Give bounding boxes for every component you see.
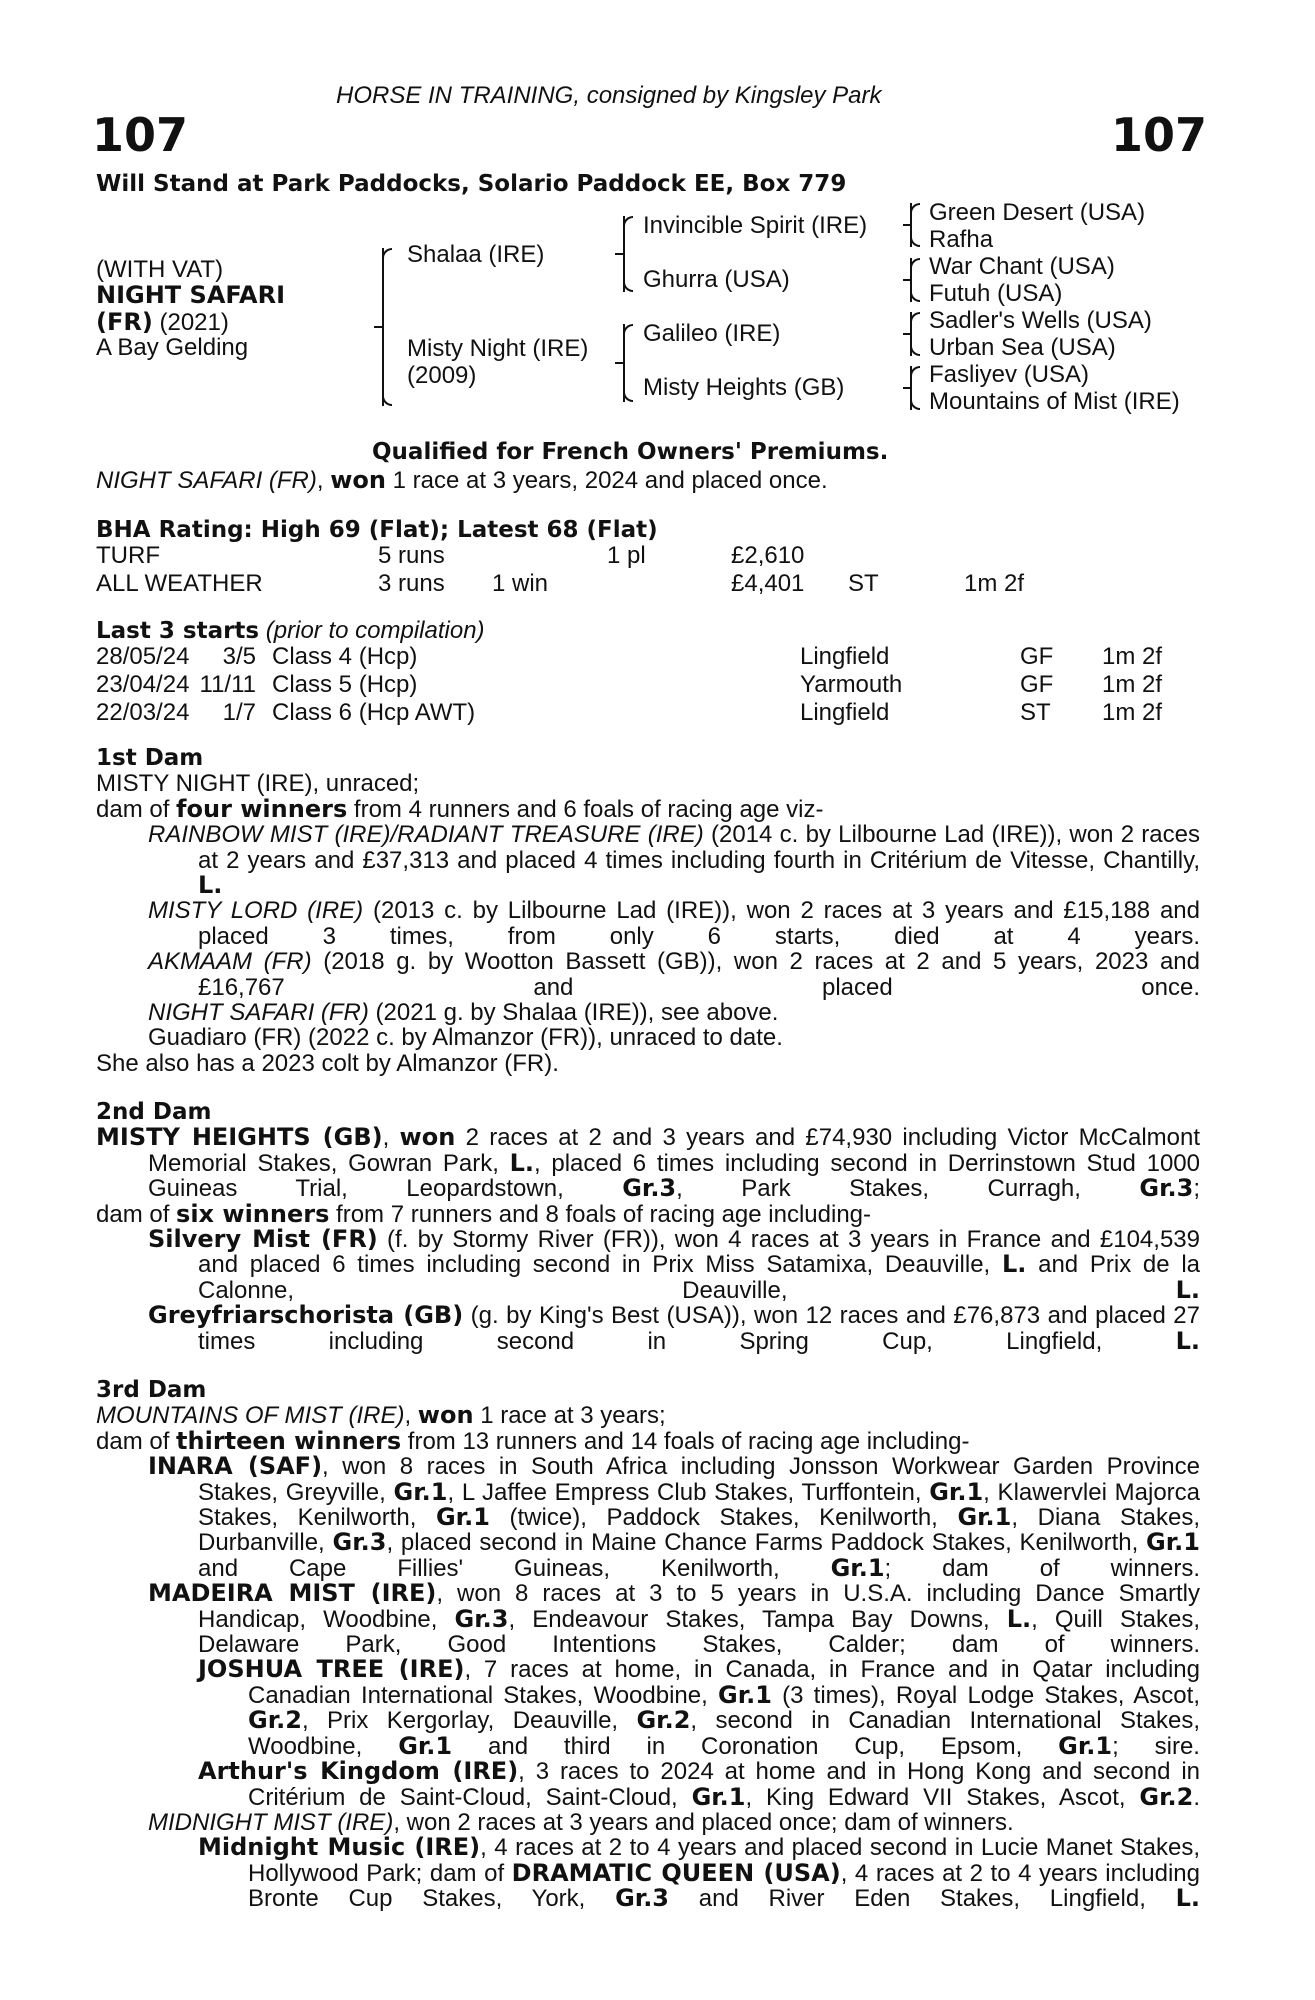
horse-year: (2021) <box>159 309 229 336</box>
text-run: 2 races at 2 and 3 years and £74,930 including Victor McCalmont Memorial Stakes, Gowran Park, <box>148 1124 1201 1177</box>
distance: 1m 2f <box>964 570 1025 597</box>
text-run: Silvery Mist (FR) <box>148 1225 378 1254</box>
text-run: Gr.1 <box>435 1503 490 1532</box>
bha-heading: BHA Rating: High 69 (Flat); Latest 68 (Flat) <box>96 517 658 543</box>
second-dam-heading: 2nd Dam <box>96 1099 212 1125</box>
surface: TURF <box>96 542 160 569</box>
date: 23/04/24 <box>96 671 190 698</box>
text-run: MADEIRA MIST (IRE) <box>148 1579 437 1608</box>
text-run: L. <box>1175 1326 1200 1355</box>
text-run: Gr.1 <box>830 1553 885 1582</box>
pedigree-brace-g1-point <box>903 224 911 226</box>
second-dam-progeny <box>148 1227 1200 1354</box>
text-run: from 13 runners and 14 foals of racing age including- <box>401 1427 970 1455</box>
text-run: , Endeavour Stakes, Tampa Bay Downs, <box>508 1605 1007 1633</box>
progeny-entry <box>148 1581 1200 1657</box>
pedigree-g2: Rafha <box>929 226 994 253</box>
distance: 1m 2f <box>1102 643 1163 670</box>
text-run: , Park Stakes, Curragh, <box>676 1175 1140 1203</box>
last-starts-table <box>96 643 1162 727</box>
position: 11/11 <box>199 671 256 698</box>
text-run: and Prix de la Calonne, Deauville, <box>198 1251 1201 1304</box>
text-run: , placed 6 times including second in Derrinstown Stud 1000 Guineas Trial, Leopardstown, <box>148 1149 1200 1203</box>
pedigree-dam: Misty Night (IRE) <box>407 335 589 362</box>
text-run: MISTY HEIGHTS (GB) <box>96 1123 383 1152</box>
date: 28/05/24 <box>96 643 190 670</box>
text-run: , Prix Kergorlay, Deauville, <box>301 1707 637 1735</box>
text-run: dam of <box>96 795 177 823</box>
text-run: Gr.2 <box>248 1706 302 1735</box>
summary-horse-name: NIGHT SAFARI (FR) <box>96 467 317 494</box>
text-run: L. <box>1001 1250 1027 1279</box>
progeny-entry <box>148 898 1200 949</box>
text-run: Gr.1 <box>1058 1731 1113 1760</box>
text-run: NIGHT SAFARI (FR) <box>148 999 369 1027</box>
pedigree-g3: War Chant (USA) <box>929 253 1115 280</box>
stabling-line: Will Stand at Park Paddocks, Solario Paddock EE, Box 779 <box>96 171 847 197</box>
text-run: Gr.1 <box>929 1477 984 1506</box>
text-run: , <box>404 1402 418 1430</box>
pedigree-brace-main-point <box>374 326 382 328</box>
grand-progeny <box>198 1657 1200 1809</box>
going: ST <box>1020 699 1051 726</box>
text-run: and River Eden Stakes, Lingfield, <box>669 1885 1176 1913</box>
course: Yarmouth <box>800 671 903 698</box>
pedigree-sire-dam: Ghurra (USA) <box>643 266 790 293</box>
third-dam-section <box>96 1378 1200 1912</box>
horse-name: NIGHT SAFARI <box>96 281 286 309</box>
text-run: Gr.1 <box>691 1782 746 1811</box>
pedigree-brace-sire-point <box>615 253 623 255</box>
race-class: Class 4 (Hcp) <box>272 643 418 670</box>
horse-country: (FR) <box>96 308 153 336</box>
text-run: Gr.1 <box>1146 1528 1200 1557</box>
text-run: RAINBOW MIST (IRE)/RADIANT TREASURE (IRE) <box>148 821 704 849</box>
pedigree-sire: Shalaa (IRE) <box>407 241 545 268</box>
text-run: dam of <box>96 1427 177 1455</box>
second-dam-produce-line <box>96 1199 1200 1228</box>
runs: 5 runs <box>378 542 445 569</box>
wins: 1 win <box>492 570 549 597</box>
text-run: MIDNIGHT MIST (IRE) <box>148 1808 394 1836</box>
second-dam-record <box>96 1125 1200 1201</box>
text-run: (twice), Paddock Stakes, Kenilworth, <box>489 1504 958 1532</box>
text-run: , L Jaffee Empress Club Stakes, Turffontein, <box>447 1478 930 1506</box>
pedigree-g7: Fasliyev (USA) <box>929 361 1090 388</box>
text-run: L. <box>1175 1884 1201 1913</box>
pedigree-brace-main <box>382 248 384 406</box>
vat-note: (WITH VAT) <box>96 256 224 283</box>
third-dam-produce-line <box>96 1426 1200 1455</box>
text-run: , 4 races at 2 to 4 years and placed second in Lucie Manet Stakes, Hollywood Park; dam of <box>248 1834 1201 1887</box>
consignment-line: HORSE IN TRAINING, consigned by Kingsley Park <box>336 82 882 109</box>
progeny-entry <box>148 949 1200 1000</box>
bha-table <box>96 542 1024 598</box>
text-run: four winners <box>176 794 348 823</box>
earnings: £4,401 <box>731 570 805 597</box>
horse-country-year <box>96 309 229 336</box>
course: Lingfield <box>800 699 890 726</box>
text-run: , 7 races at home, in Canada, in France and in Qatar including Canadian International Stakes, Woodbine, <box>248 1656 1200 1709</box>
progeny-entry <box>198 1835 1200 1911</box>
distance <box>964 542 1024 570</box>
text-run: Arthur's Kingdom (IRE) <box>198 1757 519 1786</box>
text-run: L. <box>509 1148 534 1177</box>
pedigree-brace-dam-point <box>615 362 623 364</box>
progeny-entry <box>148 1000 1200 1025</box>
horse-description: A Bay Gelding <box>96 334 249 361</box>
text-run: (3 times), Royal Lodge Stakes, Ascot, <box>771 1681 1200 1709</box>
pedigree-g4: Futuh (USA) <box>929 280 1063 307</box>
progeny-entry <box>148 1454 1200 1581</box>
text-run: Greyfriarschorista (GB) <box>148 1301 464 1330</box>
text-run: (2018 g. by Wootton Bassett (GB)), won 2 races at 2 and 5 years, 2023 and £16,767 and placed once. <box>198 948 1200 1001</box>
pedigree-brace-g4-point <box>903 387 911 389</box>
pedigree-g6: Urban Sea (USA) <box>929 334 1116 361</box>
text-run: , placed second in Maine Chance Farms Paddock Stakes, Kenilworth, <box>386 1529 1147 1557</box>
going: ST <box>848 570 879 597</box>
text-run: six winners <box>176 1199 330 1228</box>
text-run: Gr.1 <box>718 1680 772 1709</box>
last-starts-title: Last 3 starts <box>96 618 260 644</box>
last-starts-note: (prior to compilation) <box>265 617 485 644</box>
text-run: and Cape Fillies' Guineas, Kenilworth, <box>198 1554 831 1582</box>
distance: 1m 2f <box>1102 671 1163 698</box>
going <box>848 542 964 570</box>
text-run: , 4 races at 2 to 4 years including Bronte Cup Stakes, York, <box>248 1859 1201 1913</box>
summary-rest: 1 race at 3 years, 2024 and placed once. <box>392 467 828 494</box>
text-run: JOSHUA TREE (IRE) <box>198 1655 465 1684</box>
text-run: Gr.3 <box>454 1604 509 1633</box>
premiums-note: Qualified for French Owners' Premiums. <box>372 439 889 465</box>
text-run: DRAMATIC QUEEN (USA) <box>511 1858 841 1887</box>
placed <box>607 570 731 598</box>
first-dam-line: MISTY NIGHT (IRE), unraced; <box>96 770 420 798</box>
pedigree-dam-sire: Galileo (IRE) <box>643 320 781 347</box>
progeny-entry <box>148 1227 1200 1303</box>
race-class: Class 5 (Hcp) <box>272 671 418 698</box>
pedigree-brace-dam <box>623 324 625 402</box>
pedigree-dam-year: (2009) <box>407 362 477 389</box>
text-run: , Quill Stakes, Delaware Park, Good Intentions Stakes, Calder; dam of winners. <box>198 1605 1200 1659</box>
text-run: from 4 runners and 6 foals of racing age viz- <box>347 795 824 823</box>
pedigree-g5: Sadler's Wells (USA) <box>929 307 1152 334</box>
pedigree-brace-g2-point <box>903 279 911 281</box>
text-run: MISTY LORD (IRE) <box>148 897 364 925</box>
first-dam-note: She also has a 2023 colt by Almanzor (FR). <box>96 1049 559 1077</box>
text-run: MOUNTAINS OF MIST (IRE) <box>96 1402 405 1430</box>
text-run: Gr.1 <box>393 1477 448 1506</box>
text-run: (2014 c. by Lilbourne Lad (IRE)), won 2 races at 2 years and £37,313 and placed 4 times including fourth in Critérium de Vitesse, Chantilly, <box>198 821 1200 874</box>
text-run: thirteen winners <box>176 1426 402 1455</box>
first-dam-heading: 1st Dam <box>96 745 204 771</box>
text-run: Gr.3 <box>332 1528 387 1557</box>
progeny-entry <box>198 1759 1200 1810</box>
text-run: , won 8 races in South Africa including Jonsson Workwear Garden Province Stakes, Greyville, <box>198 1453 1200 1506</box>
distance: 1m 2f <box>1102 699 1163 726</box>
course: Lingfield <box>800 643 890 670</box>
wins <box>492 542 607 570</box>
text-run: INARA (SAF) <box>148 1452 323 1481</box>
text-run: ; sire. <box>1112 1732 1200 1760</box>
pedigree-dam-dam: Misty Heights (GB) <box>643 374 845 401</box>
progeny-entry <box>198 1657 1200 1759</box>
text-run: Gr.2 <box>636 1706 691 1735</box>
text-run: , King Edward VII Stakes, Ascot, <box>745 1783 1140 1811</box>
text-run: (g. by King's Best (USA)), won 12 races and £76,873 and placed 27 times including second in Spring Cup, Lingfield, <box>198 1302 1200 1355</box>
text-run: (f. by Stormy River (FR)), won 4 races at 3 years in France and £104,539 and placed 6 times including second in Prix Miss Satamixa, Deauville, <box>198 1226 1200 1279</box>
text-run: Gr.1 <box>398 1731 453 1760</box>
bha-row-all-weather <box>96 570 1024 598</box>
text-run: dam of <box>96 1200 177 1228</box>
position: 1/7 <box>222 699 256 726</box>
text-run: Gr.3 <box>622 1174 677 1203</box>
text-run: , won 8 races at 3 to 5 years in U.S.A. including Dance Smartly Handicap, Woodbine, <box>198 1580 1201 1633</box>
last-starts-heading <box>96 618 485 644</box>
start-row <box>96 643 1162 671</box>
progeny-entry <box>148 1303 1200 1354</box>
text-run: ; <box>1193 1175 1200 1203</box>
text-run: L. <box>1006 1604 1032 1633</box>
text-run: won <box>417 1401 474 1430</box>
earnings: £2,610 <box>731 542 805 569</box>
start-row <box>96 671 1162 699</box>
grand-progeny <box>198 1835 1200 1911</box>
surface: ALL WEATHER <box>96 570 263 597</box>
text-run: , <box>382 1124 400 1152</box>
lot-number-left: 107 <box>92 108 189 162</box>
text-run: Gr.3 <box>1139 1174 1194 1203</box>
position: 3/5 <box>222 643 256 670</box>
third-dam-record <box>96 1403 1200 1428</box>
text-run: Gr.3 <box>615 1884 670 1913</box>
progeny-entry: Guadiaro (FR) (2022 c. by Almanzor (FR)), unraced to date. <box>148 1024 783 1052</box>
pedigree-g8: Mountains of Mist (IRE) <box>929 388 1180 415</box>
going: GF <box>1020 671 1054 698</box>
pedigree-sire-sire: Invincible Spirit (IRE) <box>643 212 868 239</box>
start-row <box>96 699 1162 727</box>
text-run: won <box>399 1123 456 1152</box>
placed: 1 pl <box>607 542 646 569</box>
first-dam-section <box>96 746 1200 1076</box>
summary-won: won <box>330 466 386 494</box>
going: GF <box>1020 643 1054 670</box>
text-run: 1 race at 3 years; <box>473 1402 666 1430</box>
text-run: L. <box>198 871 223 900</box>
text-run: (2013 c. by Lilbourne Lad (IRE)), won 2 races at 3 years and £15,188 and placed 3 times, from only 6 starts, died at 4 years. <box>198 897 1200 950</box>
text-run: and third in Coronation Cup, Epsom, <box>452 1732 1059 1760</box>
first-dam-progeny <box>148 822 1200 1051</box>
text-run: , won 2 races at 3 years and placed once; dam of winners. <box>393 1808 1014 1836</box>
second-dam-section <box>96 1100 1200 1354</box>
text-run: , Diana Stakes, Durbanville, <box>198 1504 1200 1557</box>
third-dam-progeny <box>148 1454 1200 1911</box>
text-run: . <box>1193 1783 1201 1811</box>
progeny-entry <box>148 1810 1200 1835</box>
race-summary: NIGHT SAFARI (FR), won 1 race at 3 years, 2024 and placed once. <box>96 466 828 494</box>
text-run: (2021 g. by Shalaa (IRE)), see above. <box>368 999 779 1027</box>
text-run: , second in Canadian International Stakes, Woodbine, <box>248 1707 1200 1760</box>
pedigree-g1: Green Desert (USA) <box>929 199 1146 226</box>
bha-row-turf <box>96 542 1024 570</box>
first-dam-produce-line <box>96 794 1200 823</box>
runs: 3 runs <box>378 570 445 597</box>
date: 22/03/24 <box>96 699 190 726</box>
text-run: Gr.1 <box>957 1503 1012 1532</box>
pedigree-brace-g3-point <box>903 333 911 335</box>
text-run: from 7 runners and 8 foals of racing age including- <box>329 1200 872 1228</box>
race-class: Class 6 (Hcp AWT) <box>272 699 476 726</box>
third-dam-heading: 3rd Dam <box>96 1377 207 1403</box>
text-run: Midnight Music (IRE) <box>198 1833 481 1862</box>
pedigree-brace-sire <box>623 216 625 292</box>
text-run: L. <box>1175 1275 1200 1304</box>
progeny-entry <box>148 822 1200 898</box>
text-run: Gr.2 <box>1139 1782 1194 1811</box>
text-run: , 3 races to 2024 at home and in Hong Kong and second in Critérium de Saint-Cloud, Saint-Cloud, <box>248 1758 1200 1811</box>
text-run: , Klawervlei Majorca Stakes, Kenilworth, <box>198 1478 1200 1532</box>
lot-number-right: 107 <box>1111 108 1208 162</box>
text-run: AKMAAM (FR) <box>148 948 312 976</box>
text-run: ; dam of winners. <box>884 1554 1200 1582</box>
